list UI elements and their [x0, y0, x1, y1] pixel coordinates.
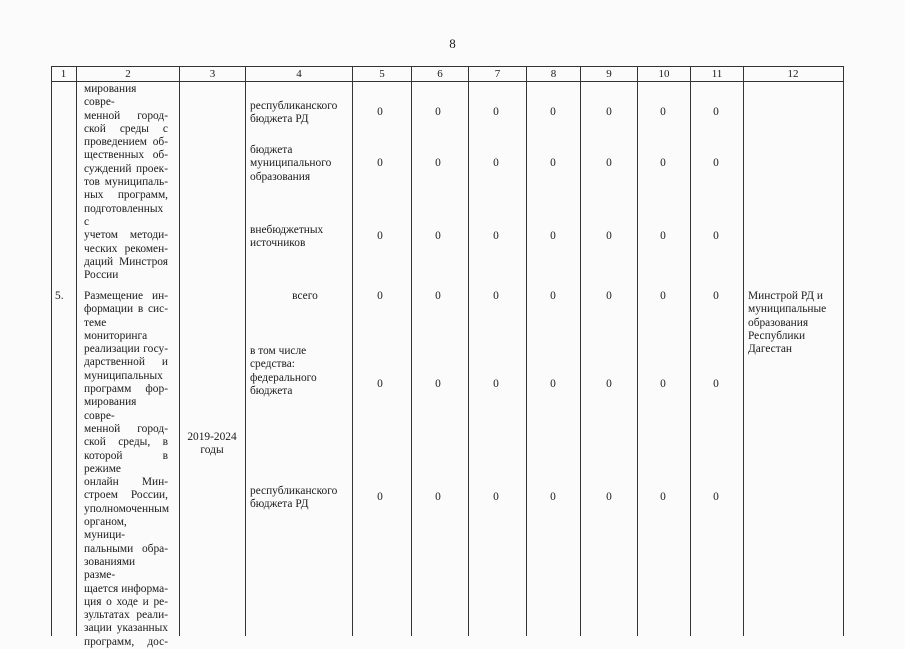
- column-divider: [637, 66, 638, 636]
- column-divider: [76, 66, 77, 636]
- value-cell: 0: [550, 106, 556, 118]
- description-line: формации в сис-: [84, 303, 168, 316]
- value-cell: 0: [606, 106, 612, 118]
- value-cell: 0: [606, 378, 612, 390]
- value-cell: 0: [660, 106, 666, 118]
- description-line: менной город-: [84, 422, 168, 435]
- funding-source-label: всего: [292, 290, 318, 302]
- value-cell: 0: [713, 157, 719, 169]
- responsible-executor: Минстрой РД и муниципальные образования Республики Дагестан: [748, 290, 827, 356]
- description-line: даций Минстроя: [84, 255, 168, 268]
- description-line: суждений проек-: [84, 162, 168, 175]
- value-cell: 0: [493, 106, 499, 118]
- column-divider: [179, 66, 180, 636]
- value-cell: 0: [550, 230, 556, 242]
- description-line: менной город-: [84, 109, 168, 122]
- row4-description: [84, 83, 168, 282]
- header-bottom-border: [51, 81, 843, 82]
- value-cell: 0: [377, 491, 383, 503]
- description-line: муниципальных: [84, 369, 163, 382]
- value-cell: 0: [493, 491, 499, 503]
- header-cell: 12: [787, 68, 799, 80]
- table-frame: [51, 66, 844, 636]
- value-cell: 0: [660, 290, 666, 302]
- value-cell: 0: [493, 290, 499, 302]
- header-cell: 4: [296, 68, 302, 80]
- value-cell: 0: [713, 290, 719, 302]
- description-line: щается информа-: [84, 582, 168, 595]
- value-cell: 0: [435, 491, 441, 503]
- description-line: учетом методи-: [84, 229, 168, 242]
- row-number: 5.: [55, 290, 64, 302]
- value-cell: 0: [493, 157, 499, 169]
- header-cell: 10: [658, 68, 670, 80]
- value-cell: 0: [660, 157, 666, 169]
- description-line: реализации госу-: [84, 343, 168, 356]
- value-cell: 0: [550, 378, 556, 390]
- value-cell: 0: [435, 290, 441, 302]
- header-cell: 9: [606, 68, 612, 80]
- description-line: уполномоченным: [84, 502, 170, 515]
- value-cell: 0: [435, 230, 441, 242]
- description-line: ческих рекомен-: [84, 242, 168, 255]
- description-line: мирования совре-: [84, 83, 137, 109]
- value-cell: 0: [606, 230, 612, 242]
- funding-source-label: бюджета муниципального образования: [250, 144, 332, 183]
- value-cell: 0: [377, 378, 383, 390]
- value-cell: 0: [713, 230, 719, 242]
- description-line: онлайн Мин-: [84, 476, 168, 489]
- description-line: дарственной и: [84, 356, 168, 369]
- value-cell: 0: [660, 230, 666, 242]
- value-cell: 0: [606, 157, 612, 169]
- column-divider: [690, 66, 691, 636]
- value-cell: 0: [606, 491, 612, 503]
- value-cell: 0: [377, 157, 383, 169]
- column-divider: [411, 66, 412, 636]
- description-line: зации указанных: [84, 622, 168, 635]
- description-line: мирования совре-: [84, 396, 137, 422]
- value-cell: 0: [377, 290, 383, 302]
- description-line: пальными обра-: [84, 542, 168, 555]
- value-cell: 0: [713, 491, 719, 503]
- header-cell: 7: [494, 68, 501, 80]
- description-line: которой в режиме: [84, 449, 168, 475]
- value-cell: 0: [377, 106, 383, 118]
- description-line: Размещение ин-: [84, 290, 168, 302]
- header-cell: 11: [711, 68, 723, 80]
- value-cell: 0: [660, 378, 666, 390]
- header-cell: 3: [209, 68, 216, 80]
- column-divider: [468, 66, 469, 636]
- funding-source-label: республиканского бюджета РД: [250, 100, 338, 126]
- value-cell: 0: [713, 106, 719, 118]
- column-divider: [743, 66, 744, 636]
- description-line: подготовленных с: [84, 202, 164, 228]
- header-cell: 6: [437, 68, 443, 80]
- value-cell: 0: [435, 106, 441, 118]
- funding-source-label: республиканского бюджета РД: [250, 485, 338, 511]
- column-divider: [526, 66, 527, 636]
- value-cell: 0: [606, 290, 612, 302]
- row5-description: [84, 290, 168, 649]
- description-line: щественных об-: [84, 149, 168, 162]
- funding-source-label: внебюджетных источников: [250, 224, 324, 250]
- value-cell: 0: [435, 378, 441, 390]
- description-line: ской среды с: [84, 122, 168, 135]
- value-cell: 0: [550, 491, 556, 503]
- description-line: органом, муници-: [84, 516, 127, 542]
- description-line: ных программ,: [84, 189, 168, 202]
- value-cell: 0: [713, 378, 719, 390]
- description-line: ция о ходе и ре-: [84, 595, 168, 608]
- description-line: тов муниципаль-: [84, 176, 168, 189]
- value-cell: 0: [550, 157, 556, 169]
- description-line: программ, дос-: [84, 635, 168, 648]
- value-cell: 0: [493, 378, 499, 390]
- description-line: строем России,: [84, 489, 168, 502]
- description-line: программ фор-: [84, 383, 168, 396]
- value-cell: 0: [660, 491, 666, 503]
- description-line: зованиями разме-: [84, 555, 136, 582]
- column-divider: [245, 66, 246, 636]
- value-cell: 0: [493, 230, 499, 242]
- value-cell: 0: [550, 290, 556, 302]
- description-line: ской среды, в: [84, 436, 168, 449]
- description-line: зультатах реали-: [84, 609, 168, 622]
- header-cell: 8: [550, 68, 557, 80]
- header-cell: 5: [379, 68, 385, 80]
- header-cell: 2: [125, 68, 131, 80]
- description-line: теме мониторинга: [84, 316, 148, 342]
- value-cell: 0: [377, 230, 383, 242]
- header-cell: 1: [60, 68, 67, 80]
- value-cell: 0: [435, 157, 441, 169]
- description-line: России: [84, 269, 119, 282]
- column-divider: [580, 66, 581, 636]
- description-line: проведением об-: [84, 136, 168, 149]
- funding-source-label: в том числе средства: федерального бюджета: [250, 345, 317, 397]
- page-number: 8: [449, 36, 456, 51]
- period-cell: 2019-2024 годы: [187, 431, 237, 457]
